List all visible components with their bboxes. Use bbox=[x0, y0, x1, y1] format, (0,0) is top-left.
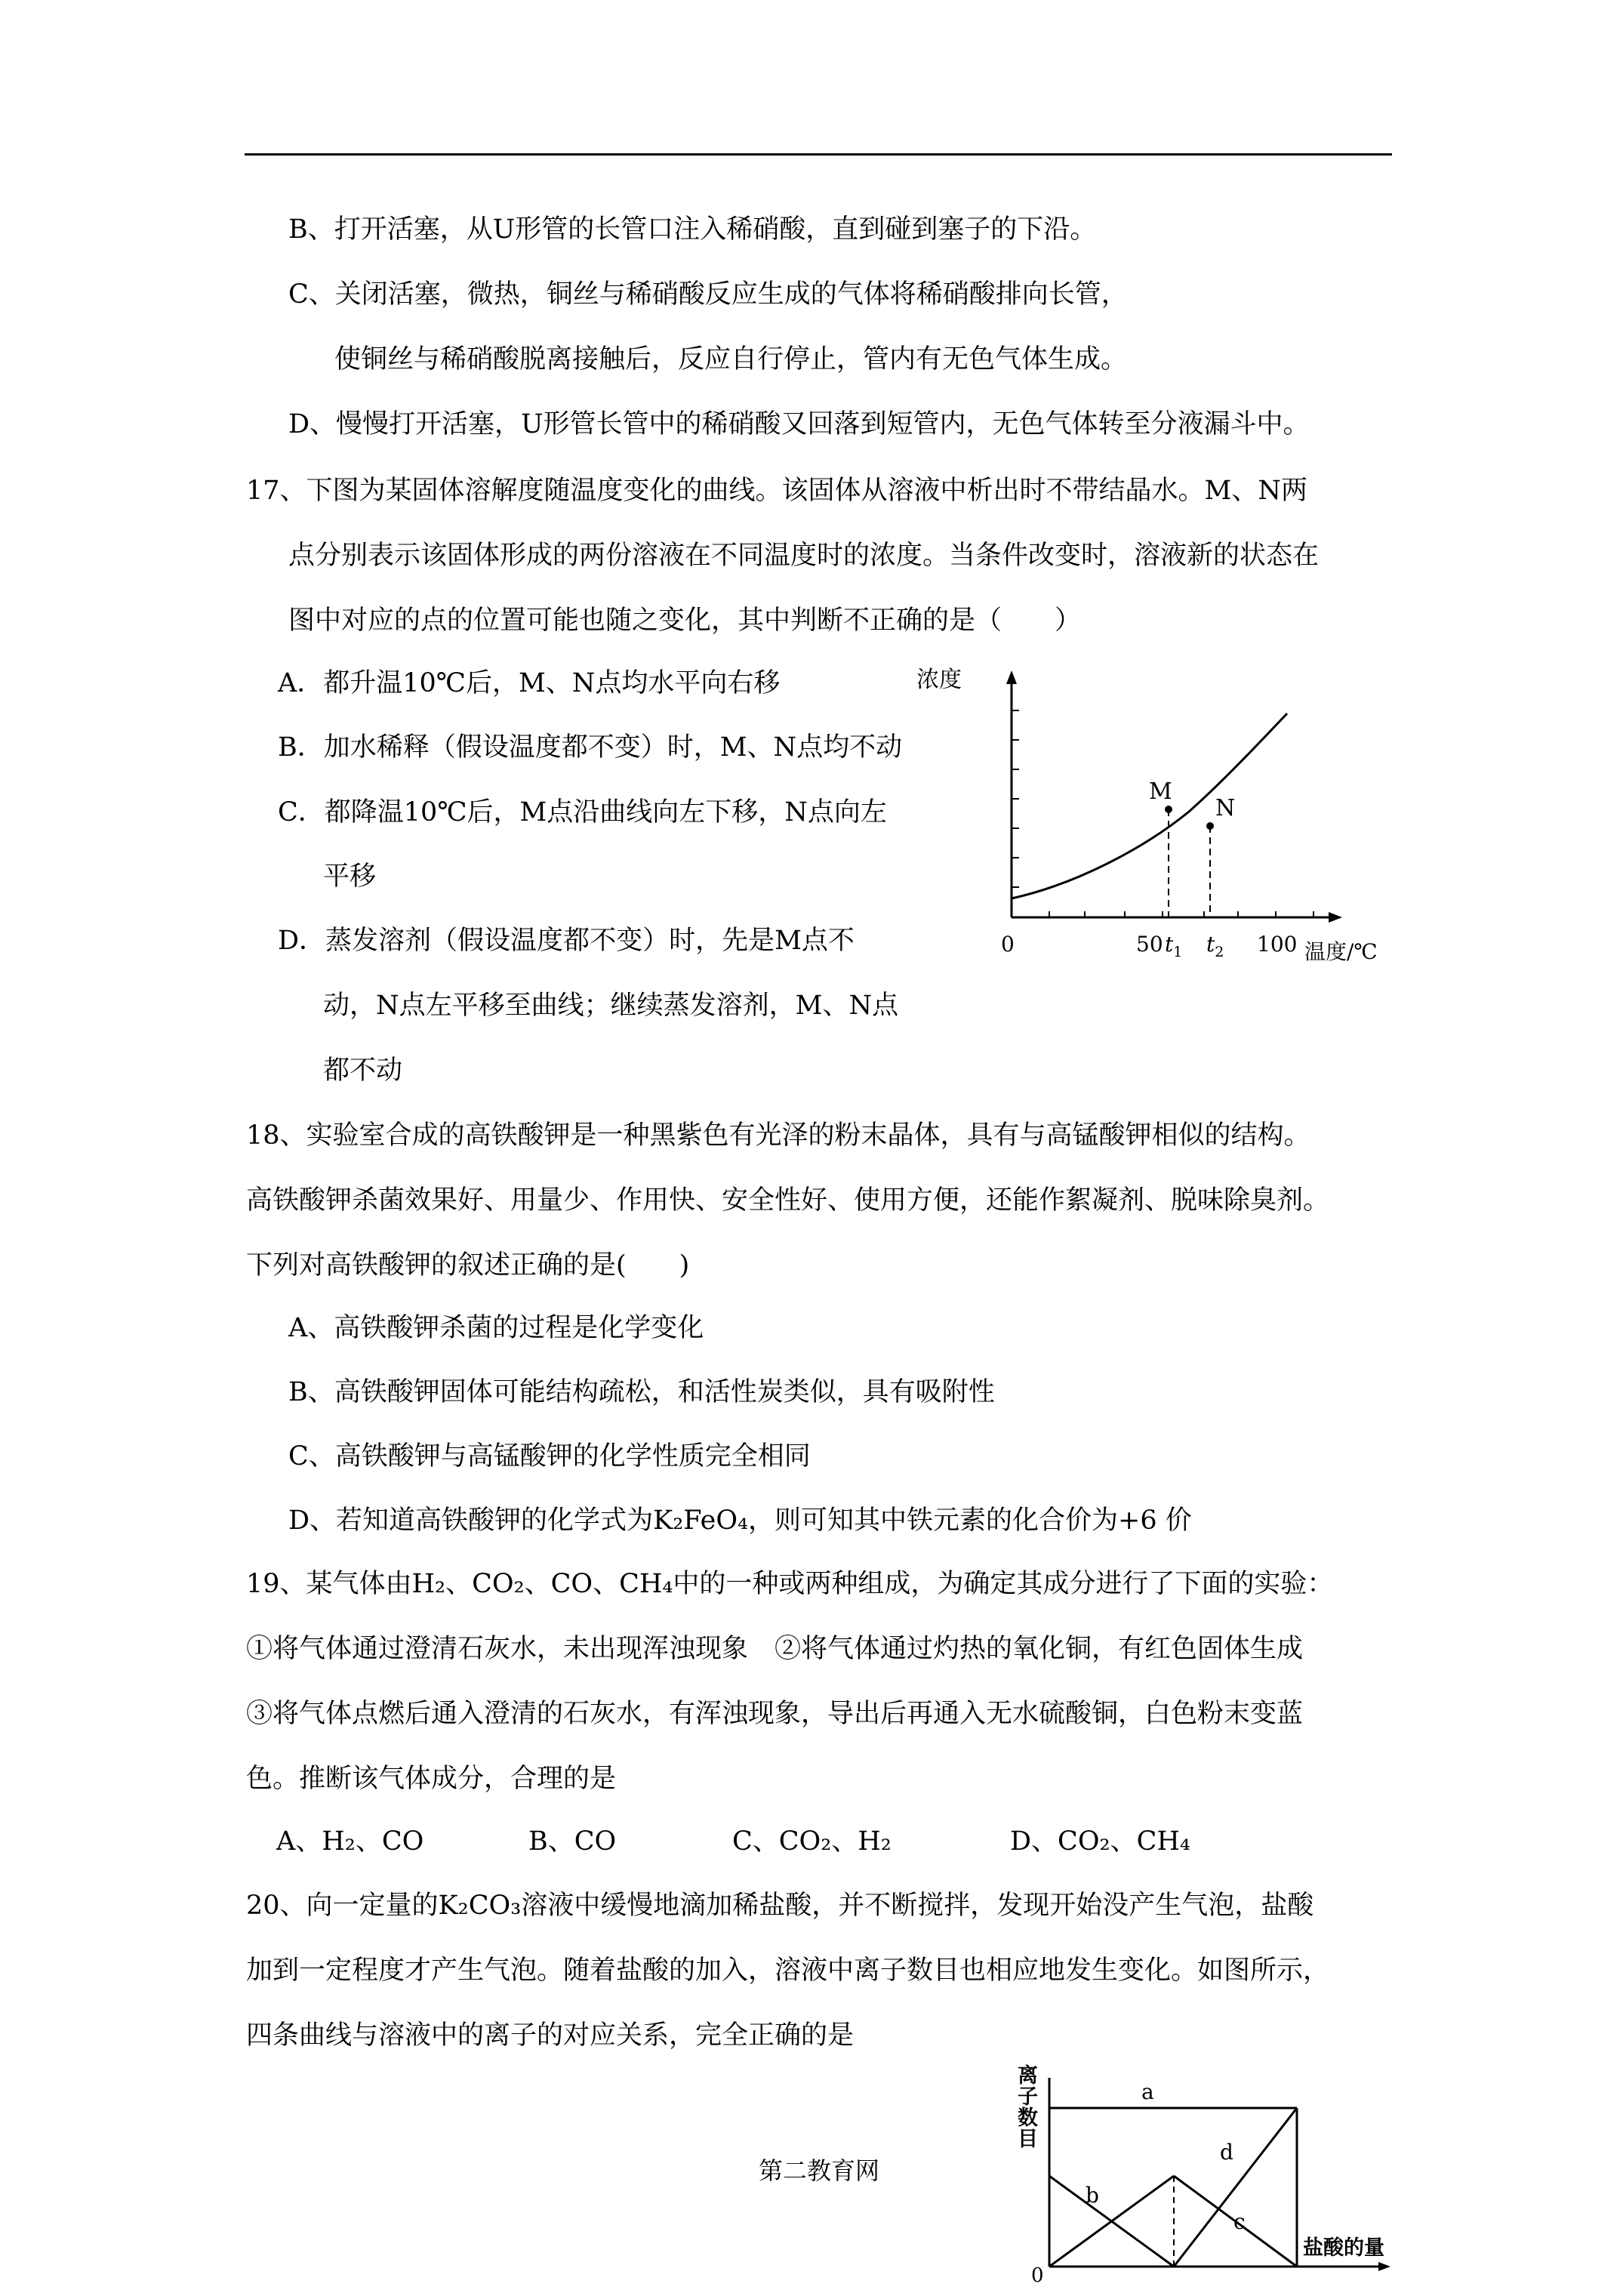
q18-stem-1: 18、实验室合成的高铁酸钾是一种黑紫色有光泽的粉末晶体，具有与高锰酸钾相似的结构。 bbox=[246, 1120, 1310, 1151]
label-n: N bbox=[1215, 795, 1236, 821]
q16-option-d: D、慢慢打开活塞，U形管长管中的稀硝酸又回落到短管内，无色气体转至分液漏斗中。 bbox=[288, 409, 1310, 439]
y-axis-label: 浓度 bbox=[916, 667, 962, 693]
tick-label-t2: $t_2$ bbox=[1206, 932, 1224, 960]
label-m: M bbox=[1149, 778, 1172, 805]
x-axis-arrow bbox=[1329, 912, 1342, 923]
q16-option-c-cont: 使铜丝与稀硝酸脱离接触后，反应自行停止，管内有无色气体生成。 bbox=[334, 344, 1128, 374]
q18-stem-2: 高铁酸钾杀菌效果好、用量少、作用快、安全性好、使用方便，还能作絮凝剂、脱味除臭剂。 bbox=[246, 1185, 1330, 1216]
x-axis-label: 盐酸的量 bbox=[1303, 2236, 1384, 2260]
q19-stem-3: ③将气体点燃后通入澄清的石灰水，有浑浊现象，导出后再通入无水硫酸铜，白色粉末变蓝 bbox=[246, 1699, 1304, 1729]
tick-label-t1: $t_1$ bbox=[1165, 932, 1183, 960]
x-axis-label: 温度/℃ bbox=[1304, 939, 1378, 964]
q17-option-c: C．都降温10℃后，M点沿曲线向左下移，N点向左 bbox=[278, 797, 887, 827]
q19-option-d: D、CO₂、CH₄ bbox=[1010, 1826, 1190, 1857]
label-d: d bbox=[1220, 2140, 1233, 2165]
q18-option-b: B、高铁酸钾固体可能结构疏松，和活性炭类似，具有吸附性 bbox=[288, 1377, 995, 1407]
q17-stem-2: 点分别表示该固体形成的两份溶液在不同温度时的浓度。当条件改变时，溶液新的状态在 bbox=[288, 541, 1320, 571]
q17-stem-3: 图中对应的点的位置可能也随之变化，其中判断不正确的是（ ） bbox=[288, 606, 1082, 636]
q18-option-a: A、高铁酸钾杀菌的过程是化学变化 bbox=[288, 1313, 704, 1343]
q20-ion-figure bbox=[1004, 2063, 1397, 2289]
origin-label: 0 bbox=[1001, 932, 1015, 957]
q20-stem-1: 20、向一定量的K₂CO₃溶液中缓慢地滴加稀盐酸，并不断搅拌，发现开始没产生气泡，盐酸 bbox=[246, 1891, 1314, 1921]
q17-option-c-cont: 平移 bbox=[323, 861, 377, 892]
q18-stem-3: 下列对高铁酸钾的叙述正确的是( ) bbox=[246, 1250, 690, 1281]
footer-site-name: 第二教育网 bbox=[759, 2156, 880, 2185]
label-c: c bbox=[1233, 2209, 1246, 2234]
q16-option-b: B、打开活塞，从U形管的长管口注入稀硝酸，直到碰到塞子的下沿。 bbox=[288, 214, 1097, 245]
q19-option-b: B、CO bbox=[528, 1826, 617, 1857]
y-axis-arrow bbox=[1006, 670, 1017, 684]
q17-option-b: B．加水稀释（假设温度都不变）时，M、N点均不动 bbox=[278, 732, 903, 763]
label-a: a bbox=[1141, 2079, 1154, 2104]
y-axis-label: 离子数目 bbox=[1018, 2064, 1038, 2151]
q19-stem-2: ①将气体通过澄清石灰水，未出现浑浊现象 ②将气体通过灼热的氧化铜，有红色固体生成 bbox=[246, 1634, 1304, 1664]
q20-stem-3: 四条曲线与溶液中的离子的对应关系，完全正确的是 bbox=[246, 2020, 855, 2051]
x-axis-arrow bbox=[1378, 2262, 1390, 2271]
q18-option-d: D、若知道高铁酸钾的化学式为K₂FeO₄，则可知其中铁元素的化合价为+6 价 bbox=[288, 1505, 1192, 1536]
q19-stem-1: 19、某气体由H₂、CO₂、CO、CH₄中的一种或两种组成，为确定其成分进行了下面的实验： bbox=[246, 1569, 1334, 1599]
solubility-curve bbox=[1012, 713, 1287, 898]
q19-option-c: C、CO₂、H₂ bbox=[732, 1826, 892, 1857]
tick-label-100: 100 bbox=[1257, 932, 1298, 957]
q16-option-c: C、关闭活塞，微热，铜丝与稀硝酸反应生成的气体将稀硝酸排向长管， bbox=[288, 279, 1128, 310]
q19-option-a: A、H₂、CO bbox=[276, 1826, 424, 1857]
curve-d bbox=[1174, 2108, 1297, 2267]
q17-option-d: D．蒸发溶剂（假设温度都不变）时，先是M点不 bbox=[278, 926, 855, 956]
q17-solubility-figure bbox=[906, 657, 1419, 997]
q18-option-c: C、高铁酸钾与高锰酸钾的化学性质完全相同 bbox=[288, 1441, 811, 1472]
origin-label: 0 bbox=[1031, 2264, 1044, 2287]
q17-stem-1: 17、下图为某固体溶解度随温度变化的曲线。该固体从溶液中析出时不带结晶水。M、N两 bbox=[246, 476, 1308, 506]
q17-option-d-cont-2: 都不动 bbox=[323, 1056, 403, 1086]
header-rule bbox=[245, 153, 1392, 156]
q17-option-a: A．都升温10℃后，M、N点均水平向右移 bbox=[278, 668, 781, 698]
q17-option-d-cont-1: 动，N点左平移至曲线；继续蒸发溶剂，M、N点 bbox=[323, 991, 899, 1021]
tick-label-50: 50 bbox=[1136, 932, 1163, 957]
q19-stem-4: 色。推断该气体成分，合理的是 bbox=[246, 1764, 617, 1794]
label-b: b bbox=[1086, 2183, 1099, 2208]
q20-stem-2: 加到一定程度才产生气泡。随着盐酸的加入，溶液中离子数目也相应地发生变化。如图所示， bbox=[246, 1955, 1330, 1986]
